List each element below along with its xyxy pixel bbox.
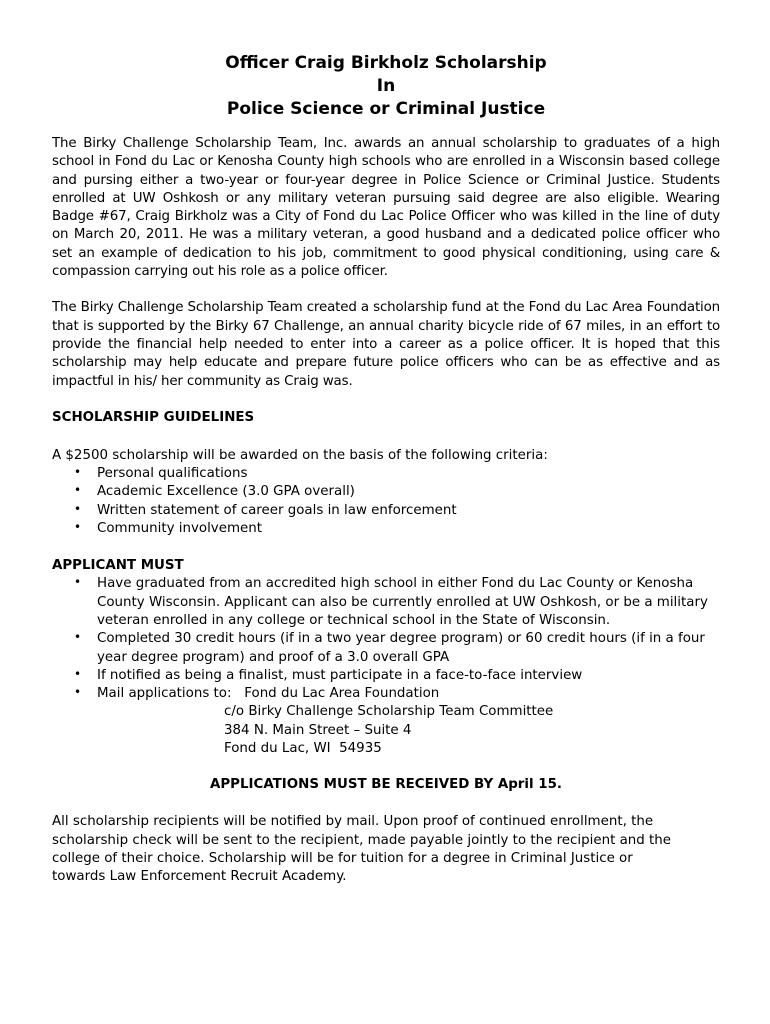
requirement-text: Completed 30 credit hours (if in a two year degree program) or 60 credit hours (if in a four year degree program) and proof of a 3.0 overall GPA xyxy=(97,631,705,665)
applicant-heading: APPLICANT MUST xyxy=(52,558,184,574)
list-item xyxy=(74,465,720,483)
list-item xyxy=(74,667,720,685)
requirement-text: Have graduated from an accredited high school in either Fond du Lac County or Kenosha County Wisconsin. Applicant can also be currently enrolled at UW Oshkosh, or be a military veteran enrolled in any college or technical school in the State of Wisconsin. xyxy=(97,576,708,628)
list-item xyxy=(74,502,720,520)
bullet-icon: • xyxy=(74,501,82,516)
guidelines-lead: A $2500 scholarship will be awarded on the basis of the following criteria: xyxy=(52,447,548,463)
list-item xyxy=(74,575,720,630)
deadline-notice: APPLICATIONS MUST BE RECEIVED BY April 15. xyxy=(210,777,562,793)
address-line: 384 N. Main Street – Suite 4 xyxy=(224,722,412,738)
mailing-address xyxy=(52,703,720,758)
criteria-text: Community involvement xyxy=(97,521,262,537)
title-line-1: Officer Craig Birkholz Scholarship xyxy=(225,53,547,73)
bullet-icon: • xyxy=(74,630,82,645)
list-item xyxy=(74,685,720,703)
requirement-text: If notified as being a finalist, must participate in a face-to-face interview xyxy=(97,667,583,683)
criteria-text: Academic Excellence (3.0 GPA overall) xyxy=(97,484,355,500)
list-item xyxy=(74,630,720,667)
bullet-icon: • xyxy=(74,685,82,700)
guidelines-heading: SCHOLARSHIP GUIDELINES xyxy=(52,409,255,425)
intro-paragraph-1: The Birky Challenge Scholarship Team, Inc. awards an annual scholarship to graduates of a high school in Fond du Lac or Kenosha County high schools who are enrolled in a Wisconsin based college and pursing either a two-year or four-year degree in Police Science or Criminal Justice. Students enrolled at UW Oshkosh or any military veteran pursuing said degree are also eligible. Wearing Badge #67, Craig Birkholz was a City of Fond du Lac Police Officer who was killed in the line of duty on March 20, 2011. He was a military veteran, a good husband and a dedicated police officer who set an example of dedication to his job, commitment to good physical conditioning, using care & compassion carrying out his role as a police officer. xyxy=(52,136,720,280)
requirements-list xyxy=(52,575,720,703)
title-line-2: In xyxy=(376,76,396,96)
closing-paragraph: All scholarship recipients will be notified by mail. Upon proof of continued enrollment, the scholarship check will be sent to the recipient, made payable jointly to the recipient and the college of their choice. Scholarship will be for tuition for a degree in Criminal Justice or towards Law Enforcement Recruit Academy. xyxy=(52,814,672,885)
bullet-icon: • xyxy=(74,666,82,681)
bullet-icon: • xyxy=(74,575,82,590)
list-item xyxy=(74,483,720,501)
criteria-text: Personal qualifications xyxy=(97,466,248,482)
bullet-icon: • xyxy=(74,483,82,498)
document-title xyxy=(52,52,720,121)
title-line-3: Police Science or Criminal Justice xyxy=(226,99,546,119)
list-item xyxy=(74,520,720,538)
criteria-list xyxy=(52,465,720,538)
requirement-text: Mail applications to: Fond du Lac Area Foundation xyxy=(97,686,440,702)
intro-paragraph-2: The Birky Challenge Scholarship Team created a scholarship fund at the Fond du Lac Area Foundation that is supported by the Birky 67 Challenge, an annual charity bicycle ride of 67 miles, in an effort to provide the financial help needed to enter into a career as a police officer. It is hoped that this scholarship may help educate and prepare future police officers who can be as effective and as impactful in his/ her community as Craig was. xyxy=(52,300,720,389)
bullet-icon: • xyxy=(74,520,82,535)
bullet-icon: • xyxy=(74,465,82,480)
address-line: c/o Birky Challenge Scholarship Team Committee xyxy=(224,704,554,720)
address-line: Fond du Lac, WI 54935 xyxy=(224,741,382,757)
criteria-text: Written statement of career goals in law enforcement xyxy=(97,502,457,518)
